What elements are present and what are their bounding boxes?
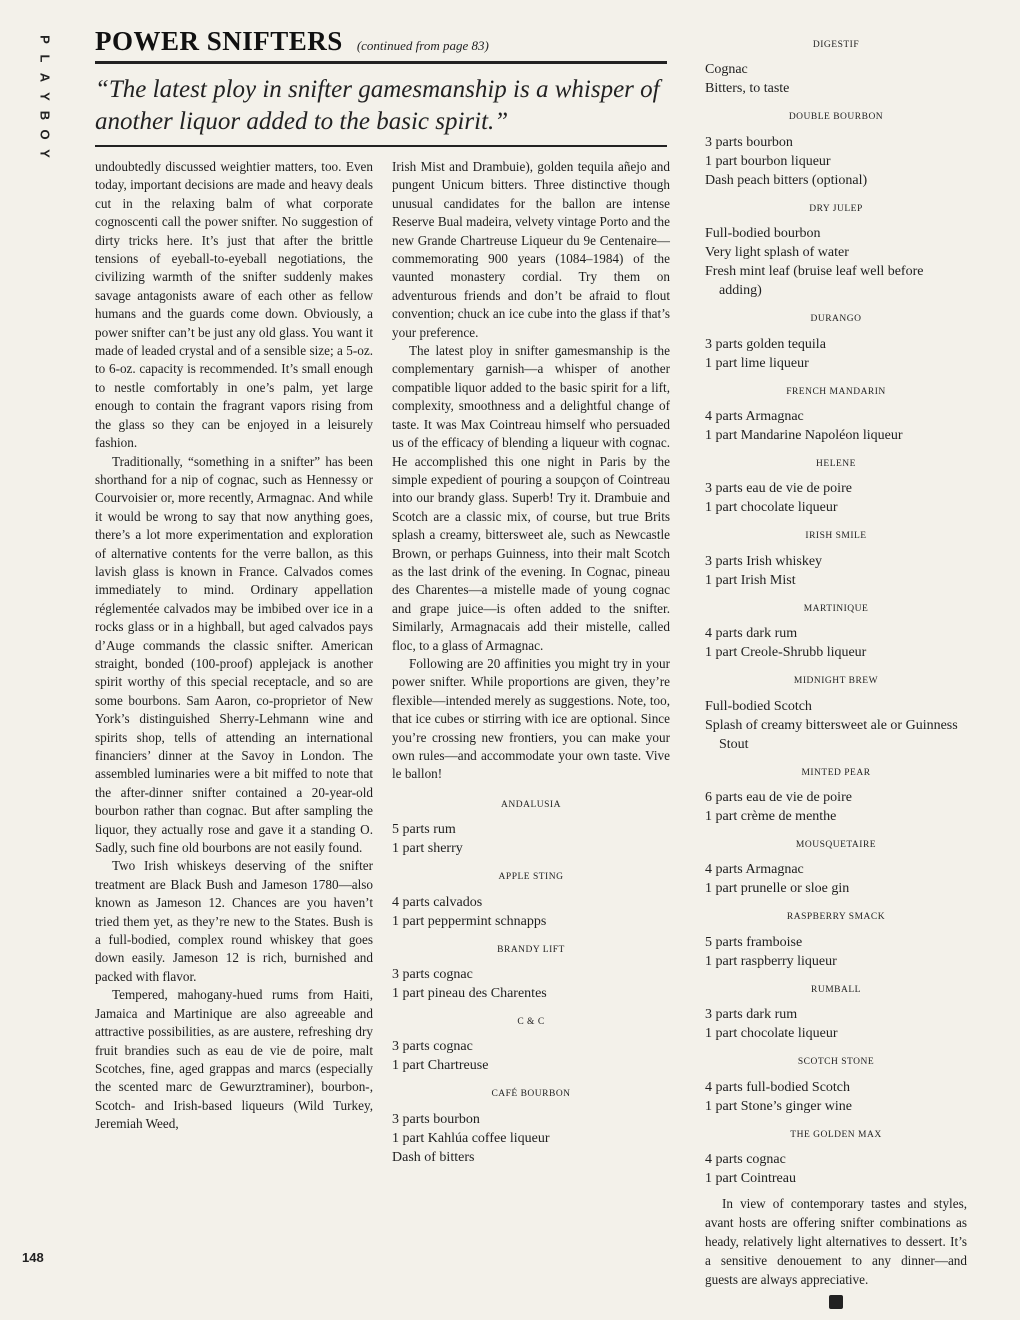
recipe-ingredient: 5 parts rum — [392, 822, 456, 838]
recipe-title: DOUBLE BOURBON — [788, 112, 884, 123]
recipe-ingredient: 3 parts bourbon — [705, 134, 793, 150]
recipe-title: IRISH SMILE — [805, 531, 867, 542]
pull-quote-rule — [95, 145, 667, 147]
recipe-ingredient: 1 part Chartreuse — [392, 1058, 489, 1074]
recipe-ingredient: Bitters, to taste — [705, 81, 790, 97]
recipe-ingredient: 4 parts dark rum — [705, 626, 798, 642]
recipe-ingredient: 3 parts cognac — [392, 1039, 473, 1055]
recipe-ingredient: Splash of creamy bittersweet ale or Guinness Stout — [705, 717, 958, 752]
continued-note: (continued from page 83) — [356, 38, 489, 53]
recipe-ingredient: 1 part lime liqueur — [705, 355, 809, 371]
recipe-ingredient: Very light splash of water — [705, 245, 849, 261]
article-title: POWER SNIFTERS — [95, 26, 343, 56]
recipe-ingredient: 1 part pineau des Charentes — [392, 986, 547, 1002]
column-1 — [95, 158, 373, 1134]
article-header — [95, 26, 667, 64]
recipe-list — [392, 796, 670, 1167]
side-label-letter: P — [37, 35, 53, 44]
recipe-ingredient: 1 part bourbon liqueur — [705, 153, 831, 169]
recipe-title: C & C — [517, 1017, 545, 1028]
recipe-ingredient: 4 parts Armagnac — [705, 409, 804, 425]
recipe-ingredient: 1 part Kahlúa coffee liqueur — [392, 1130, 550, 1146]
recipe-ingredient: 4 parts full-bodied Scotch — [705, 1079, 851, 1095]
recipe-title: CAFÉ BOURBON — [491, 1089, 571, 1100]
recipe-ingredient: 3 parts Irish whiskey — [705, 553, 823, 569]
recipe-title: DURANGO — [810, 314, 862, 325]
recipe-ingredient: 4 parts cognac — [705, 1152, 786, 1168]
column-3 — [705, 26, 967, 1309]
recipe-ingredient: 1 part prunelle or sloe gin — [705, 881, 850, 897]
page-number: 148 — [22, 1250, 44, 1265]
recipe-ingredient: 5 parts framboise — [705, 934, 803, 950]
recipe-ingredient: Fresh mint leaf (bruise leaf well before adding) — [705, 264, 924, 299]
side-label-letter: A — [37, 72, 53, 83]
recipe-ingredient: Dash peach bitters (optional) — [705, 172, 868, 188]
recipe-title: APPLE STING — [498, 872, 564, 883]
recipe-title: MARTINIQUE — [803, 603, 869, 614]
recipe-ingredient: Cognac — [705, 62, 748, 78]
paragraph: Tempered, mahogany-hued rums from Haiti, Jamaica and Martinique are also agreeable and attractive possibilities, as are austere, refreshing dry fruit brandies such as eau de vie de poire, malt Scotches, fine, aged grappas and marcs (especially the scented marc de Gewurztraminer), bourbon-, Scotch- and Irish-based liqueurs (Wild Turkey, Jeremiah Weed, — [95, 987, 373, 1132]
side-label-letter: O — [37, 129, 53, 140]
recipe-title: DRY JULEP — [809, 203, 863, 214]
recipe-title: MOUSQUETAIRE — [795, 840, 877, 851]
paragraph: Following are 20 affinities you might try in your power snifter. While proportions are given, they’re flexible—intended merely as suggestions. Note, too, that ice cubes or stirring with ice are optional. Since you’re crossing new frontiers, you can make your own rules—and accommodate your own taste. Vive le ballon! — [392, 655, 670, 782]
recipe-title: FRENCH MANDARIN — [786, 386, 886, 397]
recipe-ingredient: Full-bodied bourbon — [705, 226, 821, 242]
paragraph: Two Irish whiskeys deserving of the snifter treatment are Black Bush and Jameson 1780—also known as Jameson 12. Chances are you haven’t tried them yet, as they’re new to the States. Bush is a full-bodied, complex round whiskey that goes down easily. Jameson 12 is rich, burnished and packed with flavor. — [95, 858, 373, 984]
recipe-title: ANDALUSIA — [501, 799, 561, 810]
recipe-ingredient: 1 part chocolate liqueur — [705, 1026, 838, 1042]
recipe-ingredient: 1 part raspberry liqueur — [705, 953, 837, 969]
recipe-ingredient: 1 part Creole-Shrubb liqueur — [705, 645, 867, 661]
recipe-title: MINTED PEAR — [801, 767, 871, 778]
recipe-ingredient: Dash of bitters — [392, 1149, 475, 1165]
recipe-title: THE GOLDEN MAX — [790, 1129, 882, 1140]
recipe-ingredient: 1 part crème de menthe — [705, 809, 837, 825]
closing-paragraph: In view of contemporary tastes and styles, avant hosts are offering snifter combinations as heady, relatively light alternatives to dessert. It’s a sensitive denouement to any dinner—and guests are always appreciative. — [705, 1196, 967, 1288]
recipe-title: SCOTCH STONE — [797, 1057, 875, 1068]
side-label-letter: B — [37, 110, 53, 121]
recipe-ingredient: 1 part Mandarine Napoléon liqueur — [705, 428, 903, 444]
paragraph: The latest ploy in snifter gamesmanship is the complementary garnish—a whisper of another compatible liquor added to the basic spirit for a lift, complexity, smoothness and a delightful change of taste. It was Max Cointreau himself who persuaded us of the efficacy of blending a liqueur with cognac. He accomplished this one night in Paris by the simple expedient of pouring a soupçon of Cointreau into our brandy glass. Superb! Try it. Drambuie and Scotch are a classic mix, of course, but true Brits splash a creamy, bittersweet ale, such as Newcastle Brown, or perhaps Guinness, into their malt Scotch as the last drink of the evening. In Cognac, pineau des Charentes—a mistelle made of young cognac and grape juice—is often added to the snifter. Similarly, Armagnacais add their mistelle, called floc, to a glass of Armagnac. — [392, 343, 670, 653]
paragraph: Irish Mist and Drambuie), golden tequila añejo and pungent Unicum bitters. Three distinctive though unusual candidates for the ballon are intense Reserve Bual madeira, velvety vintage Porto and the new Grande Chartreuse Liqueur du 9e Centenaire—commemorating 900 years (1084–1984) of the vaunted monastery cordial. Try them on adventurous friends and don’t be afraid to flout convention; chuck an ice cube into the glass if that’s your preference. — [392, 159, 670, 340]
recipe-title: RASPBERRY SMACK — [786, 912, 886, 923]
recipe-ingredient: 1 part Stone’s ginger wine — [705, 1098, 852, 1114]
recipe-ingredient: 4 parts calvados — [392, 894, 483, 910]
recipe-ingredient: 3 parts bourbon — [392, 1111, 480, 1127]
side-label-letter: Y — [37, 92, 53, 101]
recipe-ingredient: 3 parts golden tequila — [705, 336, 826, 352]
recipe-ingredient: 1 part sherry — [392, 841, 463, 857]
paragraph: undoubtedly discussed weightier matters, too. Even today, important decisions are made and heavy deals cut in the relaxing balm of what corporate cognoscenti call the power snifter. No suggestion of dirty tricks here. It’s just that after the brittle tensions of eyeball-to-eyeball negotiations, the civilizing warmth of the snifter suddenly makes savage antagonists aware of each other as fellow humans and the guards come down. Obviously, a power snifter can’t be just any old glass. You want it made of leaded crystal and of a sensible size; a 5-oz. to 6-oz. capacity is recommended. It’s small enough to nestle comfortably in one’s palm, yet large enough to contain the fragrant vapors rising from the glass so they can be enjoyed in a leisurely fashion. — [95, 159, 373, 451]
rabbit-head-icon — [829, 1295, 843, 1309]
pull-quote: “The latest ploy in snifter gamesmanship is a whisper of another liquor added to the basic spirit.” — [95, 76, 660, 135]
side-label-letter: Y — [37, 149, 53, 158]
recipe-ingredient: Full-bodied Scotch — [705, 698, 812, 714]
recipe-ingredient: 3 parts eau de vie de poire — [705, 481, 852, 497]
side-label-letter: L — [37, 54, 53, 63]
recipe-title: MIDNIGHT BREW — [793, 676, 879, 687]
recipe-ingredient: 4 parts Armagnac — [705, 862, 804, 878]
paragraph: Traditionally, “something in a snifter” has been shorthand for a nip of cognac, such as Hennessy or Courvoisier or, more recently, Armagnac. And while it would be wrong to say that now anything goes, there’s a lot more experimentation and exploration of alternative contents for the verre ballon, as this lavish glass is known in France. Calvados comes immediately to mind. Ordinary appellation réglementée calvados may be imbibed over ice in a rocks glass or in a highball, but aged calvados pays d’Auge commands the classic snifter. American straight, bonded (100-proof) applejack is another spirit worthy of this special receptacle, and so are some bourbons. Sam Aaron, co-proprietor of New York’s distinguished Sherry-Lehmann wine and spirits shop, tells of attending an international financiers’ dinner at the Savoy in London. The assembled luminaries were a bit miffed to note that the after-dinner snifter contained a 20-year-old bourbon rather than cognac. But after sampling the liquor, they actually rose and gave it a standing O. Sadly, such fine old bourbons are not easily found. — [95, 453, 373, 856]
recipe-title: RUMBALL — [811, 984, 861, 995]
recipe-ingredient: 3 parts dark rum — [705, 1007, 798, 1023]
recipe-ingredient: 1 part chocolate liqueur — [705, 500, 838, 516]
column-2 — [392, 158, 670, 1167]
side-label — [28, 30, 62, 163]
recipe-ingredient: 6 parts eau de vie de poire — [705, 790, 852, 806]
recipe-ingredient: 3 parts cognac — [392, 967, 473, 983]
recipe-ingredient: 1 part peppermint schnapps — [392, 913, 547, 929]
recipe-title: DIGESTIF — [812, 40, 860, 50]
recipe-title: BRANDY LIFT — [497, 944, 565, 955]
recipe-ingredient: 1 part Cointreau — [705, 1171, 796, 1187]
recipe-ingredient: 1 part Irish Mist — [705, 572, 796, 588]
recipe-list — [705, 36, 967, 1188]
recipe-title: HELENE — [816, 459, 856, 470]
